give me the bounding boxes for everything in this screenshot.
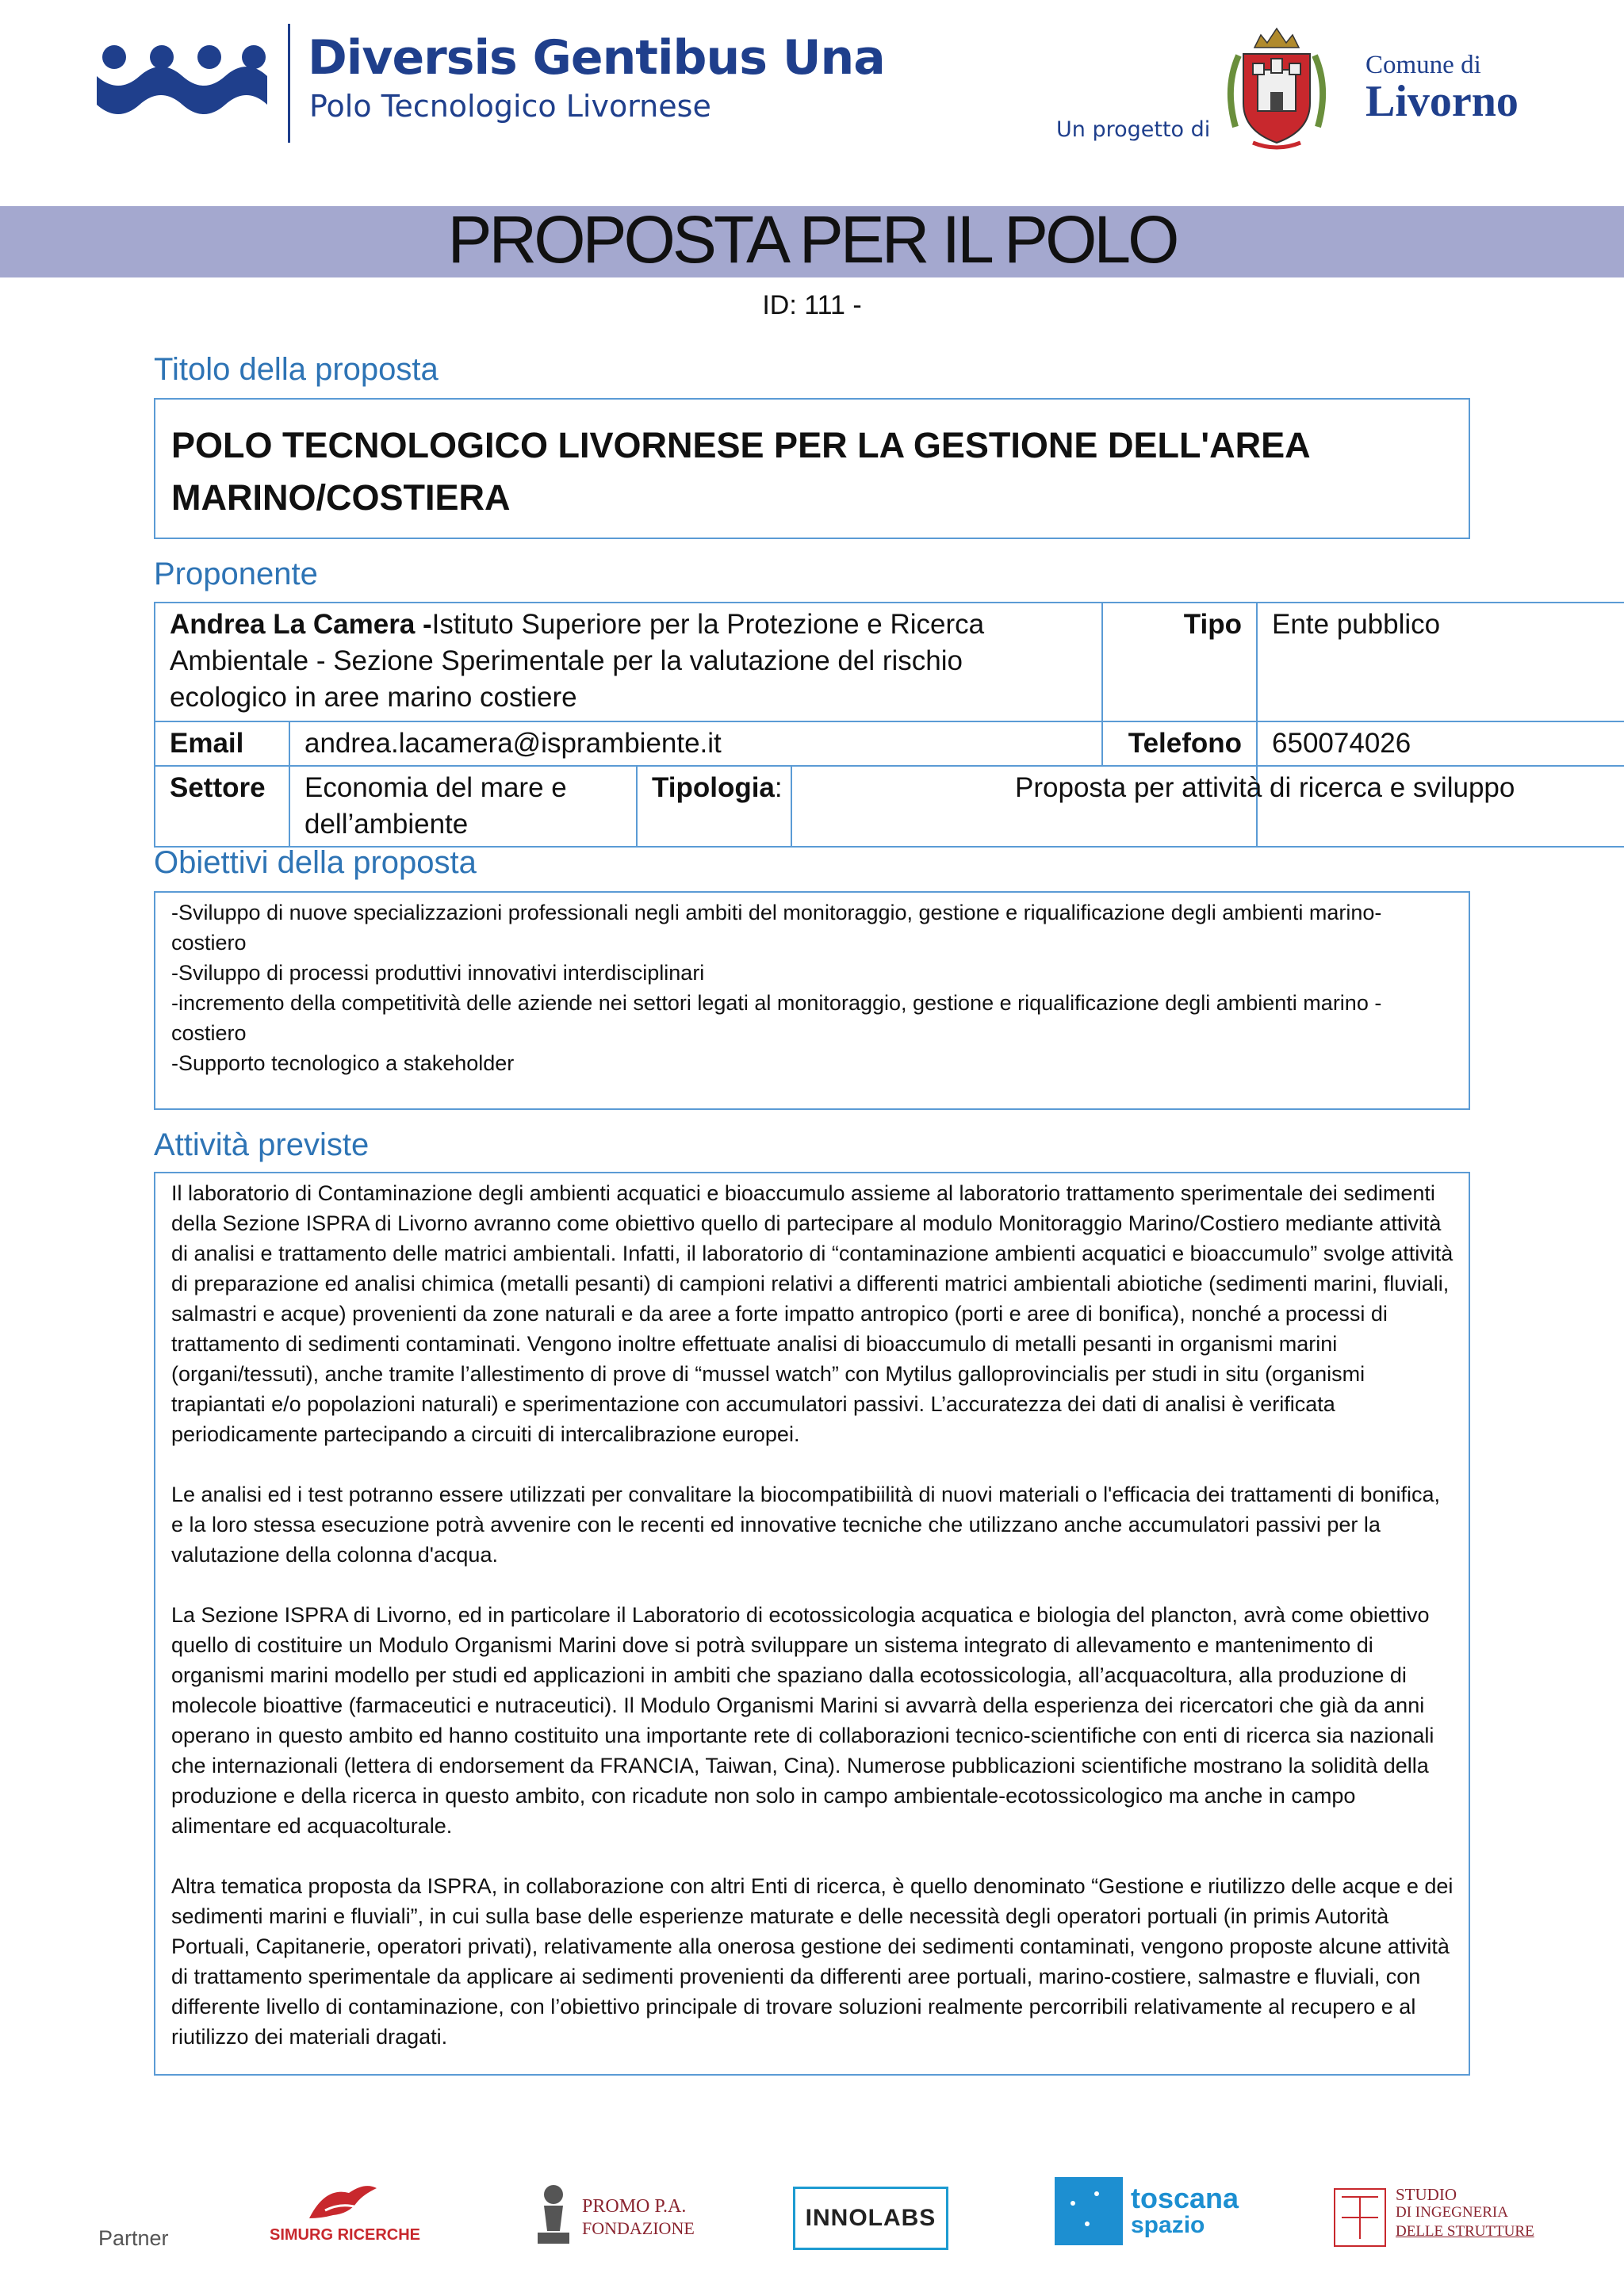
tipo-value: Ente pubblico — [1257, 603, 1624, 721]
section-heading-proponente: Proponente — [154, 557, 318, 591]
settore-label: Settore — [155, 766, 289, 847]
tipologia-label-cell — [637, 767, 791, 846]
section-heading-obiettivi: Obiettivi della proposta — [154, 845, 477, 880]
obiettivo-item: -Sviluppo di processi produttivi innovativi interdisciplinari — [171, 961, 705, 985]
tipologia-value: Proposta per attività di ricerca e sviluppo — [1015, 772, 1515, 803]
attivita-paragraph: Le analisi ed i test potranno essere utilizzati per convalitare la biocompatibiilità di nuovi materiali o l'efficacia dei trattamenti di bonifica, e la loro stessa esecuzione potrà avvenire con le recenti ed innovative tecniche che utilizzano anche accumulatori passivi per la valutazione della colonna d'acqua. — [171, 1483, 1441, 1567]
livorno-label: Livorno — [1365, 77, 1519, 126]
attivita-paragraph: Altra tematica proposta da ISPRA, in collaborazione con altri Enti di ricerca, è quello denominato “Gestione e riutilizzo delle acque e dei sedimenti marini e fluviali”, in cui sulla base delle esperienze maturate e delle necessità degli operatori portuali (in primis Autorità Portuali, Capitanerie, operatori privati), relativamente alla onerosa gestione dei sedimenti contaminati, vengono proposte alcune attività di trattamento sperimentale da applicare ai sedimenti provenienti da differenti aree portuali, marino-costiere, salmastre e fluviali, con differente livello di contaminazione, con l’obiettivo principale di trovare soluzioni realmente percorribili relativamente al recupero e al riutilizzo dei materiali dragati. — [171, 1874, 1454, 2049]
logo-divider — [288, 24, 290, 143]
partner-label: Partner — [98, 2226, 169, 2250]
wave-logo-icon — [97, 41, 267, 121]
partner-logo-studio-ingegneria — [1334, 2185, 1532, 2253]
proponente-cell — [155, 603, 1102, 721]
logo-subtitle: Polo Tecnologico Livornese — [309, 89, 711, 124]
obiettivi-box — [154, 891, 1470, 1110]
section-heading-attivita: Attività previste — [154, 1127, 370, 1162]
project-by-label: Un progetto di — [1056, 117, 1211, 142]
obiettivo-item: -Sviluppo di nuove specializzazioni professionali negli ambiti del monitoraggio, gestione e riqualificazione degli ambienti marino-costiero — [171, 901, 1382, 955]
studio-line1: STUDIO — [1396, 2185, 1457, 2204]
studio-line2: DI INGEGNERIA — [1396, 2204, 1508, 2221]
proponente-row-settore — [155, 766, 1624, 847]
tipologia-value-cell — [1015, 766, 1624, 847]
email-label: Email — [155, 721, 289, 766]
settore-value: Economia del mare e dell’ambiente — [290, 767, 637, 846]
proponente-table — [154, 602, 1624, 848]
toscana-spazio-square-icon — [1055, 2177, 1123, 2245]
proponente-row-contact — [155, 721, 1624, 766]
attivita-box — [154, 1172, 1470, 2076]
toscana-label: toscana — [1131, 2182, 1239, 2214]
partner-logo-promopa — [530, 2182, 696, 2253]
innolabs-label: INNOLABS — [805, 2205, 936, 2231]
simurg-line2: RICERCHE — [337, 2226, 421, 2244]
proponente-name: Andrea La Camera - — [170, 609, 432, 640]
partner-logo-toscana-spazio — [1055, 2177, 1253, 2253]
tipologia-colon: : — [774, 772, 783, 803]
proponente-row-main — [155, 603, 1624, 721]
telefono-label: Telefono — [1102, 721, 1257, 766]
tipo-label: Tipo — [1102, 603, 1257, 721]
promopa-line2: FONDAZIONE — [582, 2218, 695, 2238]
proposal-title: POLO TECNOLOGICO LIVORNESE PER LA GESTIONE DELL'AREA MARINO/COSTIERA — [171, 425, 1309, 518]
simurg-label — [270, 2226, 420, 2244]
promopa-line1: PROMO P.A. — [582, 2196, 687, 2217]
studio-emblem-icon — [1334, 2188, 1386, 2247]
section-heading-titolo: Titolo della proposta — [154, 352, 439, 387]
simurg-line1: SIMURG — [270, 2226, 333, 2244]
obiettivo-item: -Supporto tecnologico a stakeholder — [171, 1051, 515, 1075]
attivita-paragraph: La Sezione ISPRA di Livorno, ed in particolare il Laboratorio di ecotossicologia acquatica e biologia del plancton, avrà come obiettivo quello di costituire un Modulo Organismi Marini dove si potrà sviluppare un sistema integrato di allevamento e mantenimento di organismi marini modello per studi ed applicazioni in ambiti che spaziano dalla ecotossicologia, all’acquacoltura, alla produzione di molecole bioattive (farmaceutici e nutraceutici). Il Modulo Organismi Marini si avvarrà della esperienza dei ricercatori che già da anni operano in questo ambito ed hanno costituito una importante rete di collaborazioni tecnico-scientifiche con enti di ricerca sia nazionali che internazionali (lettera di endorsement da FRANCIA, Taiwan, Cina). Numerose pubblicazioni scientifiche mostrano la solidità della produzione e della ricerca in questo ambito, con ricadute non solo in campo ambientale-ecotossicologico ma anche in campo alimentare ed acquacolturale. — [171, 1603, 1434, 1838]
partner-logo-innolabs — [793, 2187, 948, 2250]
telefono-value: 650074026 — [1257, 721, 1624, 766]
obiettivo-item: -incremento della competitività delle aziende nei settori legati al monitoraggio, gestione e riqualificazione degli ambienti marino -costiero — [171, 991, 1382, 1045]
page-title: PROPOSTA PER IL POLO — [447, 202, 1177, 277]
partner-logo-simurg — [270, 2179, 428, 2255]
comune-label: Comune di — [1365, 51, 1481, 79]
logo-title: Diversis Gentibus Una — [308, 30, 885, 86]
chess-piece-icon — [530, 2182, 577, 2253]
spazio-label: spazio — [1131, 2212, 1205, 2238]
proposal-id: ID: 111 - — [762, 290, 862, 320]
email-value: andrea.lacamera@isprambiente.it — [289, 721, 1102, 766]
proposal-title-box — [154, 398, 1470, 539]
tipologia-label: Tipologia — [652, 772, 775, 803]
studio-line3: DELLE STRUTTURE — [1396, 2223, 1534, 2240]
proponente-org: Istituto Superiore per la Protezione e Ricerca Ambientale - Sezione Sperimentale per la valutazione del rischio ecologico in aree marino costiere — [170, 609, 985, 713]
livorno-crest-icon — [1221, 24, 1332, 155]
attivita-paragraph: Il laboratorio di Contaminazione degli ambienti acquatici e bioaccumulo assieme al laboratorio trattamento sperimentale dei sedimenti della Sezione ISPRA di Livorno avranno come obiettivo quello di partecipare al modulo Monitoraggio Marino/Costiero mediante attività di analisi e trattamento delle matrici ambientali. Infatti, il laboratorio di “contaminazione ambienti acquatici e bioaccumulo” svolge attività di preparazione ed analisi chimica (metalli pesanti) di campioni relativi a differenti matrici ambientali abiotiche (sedimenti marini, fluviali, salmastri e acque) provenienti da zone naturali e da aree a forte impatto antropico (porti e aree di bonifica), nonché a processi di trattamento di sedimenti contaminati. Vengono inoltre effettuate analisi di bioaccumulo di metalli pesanti in organismi marini (organi/tessuti), anche tramite l’allestimento di prove di “mussel watch” con Mytilus galloprovincialis per studi in situ (organismi trapiantati e/o popolazioni naturali) e sperimentazione con accumulatori passivi. L’accuratezza dei dati di analisi è verificata periodicamente partecipando a circuiti di intercalibrazione europei. — [171, 1181, 1454, 1446]
simurg-bird-icon — [301, 2179, 381, 2226]
